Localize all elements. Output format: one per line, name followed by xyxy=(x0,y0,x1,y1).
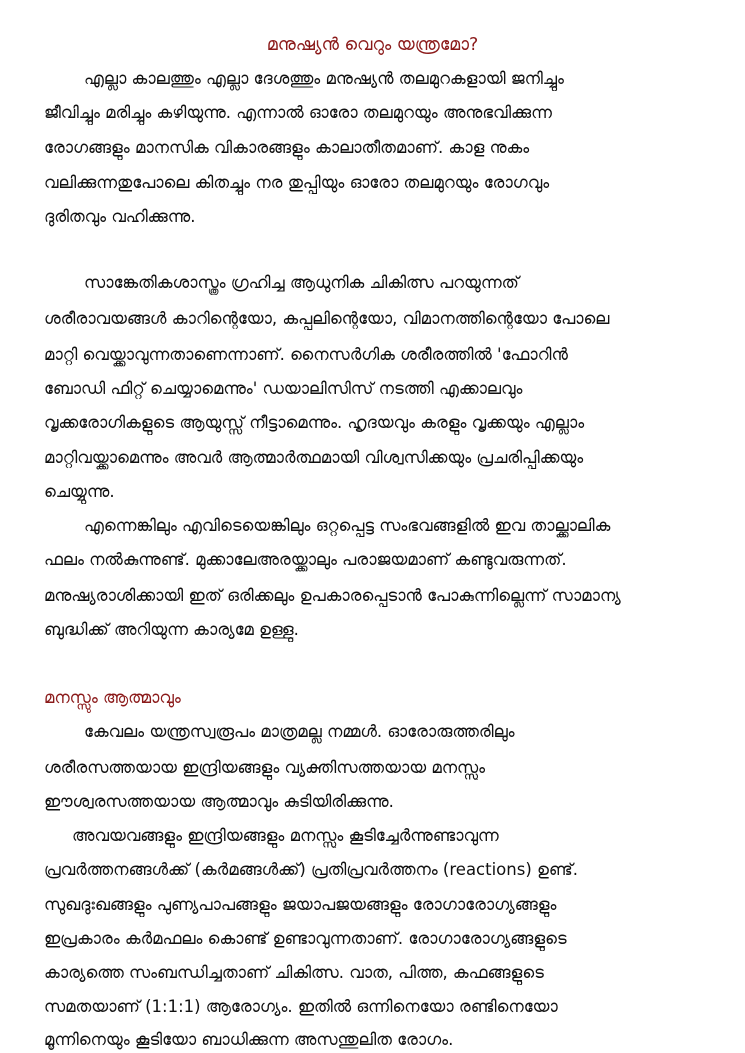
paragraph-2-line-5: വൃക്കരോഗികളുടെ ആയുസ്സ് നീട്ടാമെന്നും. ഹൃദയവും കരളും വൃക്കയും എല്ലാം xyxy=(44,413,585,432)
paragraph-3-line-4: ബുദ്ധിക്ക് അറിയുന്ന കാര്യമേ ഉള്ളു. xyxy=(44,620,299,639)
paragraph-1-line-5: ദുരിതവും വഹിക്കുന്നു. xyxy=(44,207,196,226)
paragraph-3-line-2: ഫലം നൽകുന്നുണ്ട്. മുക്കാലേഅരയ്ക്കാലും പരാജയമാണ് കണ്ടുവരുന്നത്. xyxy=(44,550,567,569)
paragraph-5-line-4: ഇപ്രകാരം കർമഫലം കൊണ്ട് ഉണ്ടാവുന്നതാണ്. രോഗാരോഗ്യങ്ങളുടെ xyxy=(44,929,567,948)
section-heading: മനസ്സും ആത്മാവും xyxy=(44,688,181,707)
paragraph-4-line-3: ഈശ്വരസത്തയായ ആത്മാവും കുടിയിരിക്കുന്നു. xyxy=(44,792,394,811)
paragraph-5-line-7: മൂന്നിനെയും കൂടിയോ ബാധിക്കുന്ന അസന്തുലിത രോഗം. xyxy=(44,1030,454,1049)
paragraph-5-line-5: കാര്യത്തെ സംബന്ധിച്ചതാണ് ചികിത്സ. വാത, പിത്ത, കഫങ്ങളുടെ xyxy=(44,963,544,982)
paragraph-3-line-1: എന്നെങ്കിലും എവിടെയെങ്കിലും ഒറ്റപ്പെട്ട സംഭവങ്ങളിൽ ഇവ താല്ക്കാലിക xyxy=(84,516,611,535)
paragraph-5-line-3: സുഖദുഃഖങ്ങളും പുണ്യപാപങ്ങളും ജയാപജയങ്ങളും രോഗാരോഗ്യങ്ങളും xyxy=(44,895,557,914)
paragraph-3-line-3: മനുഷ്യരാശിക്കായി ഇത് ഒരിക്കലും ഉപകാരപ്പെടാൻ പോകുന്നില്ലെന്ന് സാമാന്യ xyxy=(44,586,621,605)
paragraph-4-line-2: ശരീരസത്തയായ ഇന്ദ്രിയങ്ങളും വ്യക്തിസത്തയായ മനസ്സും xyxy=(44,758,486,777)
paragraph-4-line-1: കേവലം യന്ത്രസ്വരൂപം മാത്രമല്ല നമ്മൾ. ഓരോരുത്തരിലും xyxy=(84,722,515,741)
paragraph-5-line-1: അവയവങ്ങളും ഇന്ദ്രിയങ്ങളും മനസ്സും കൂടിച്ചേർന്നുണ്ടാവുന്ന xyxy=(72,826,499,845)
paragraph-1-line-2: ജീവിച്ചും മരിച്ചും കഴിയുന്നു. എന്നാൽ ഓരോ തലമുറയും അനുഭവിക്കുന്ന xyxy=(44,103,552,122)
paragraph-2-line-7: ചെയ്യുന്നു. xyxy=(44,482,115,501)
paragraph-2-line-4: ബോഡി ഫിറ്റ് ചെയ്യാമെന്നും' ഡയാലിസിസ് നടത്തി എക്കാലവും xyxy=(44,379,523,398)
paragraph-2-line-2: ശരീരാവയങ്ങൾ കാറിന്റെയോ, കപ്പലിന്റെയോ, വിമാനത്തിന്റെയോ പോലെ xyxy=(44,309,610,328)
page-title: മനുഷ്യൻ വെറും യന്ത്രമോ? xyxy=(266,35,479,55)
paragraph-1-line-4: വലിക്കുന്നതുപോലെ കിതച്ചും നര തുപ്പിയും ഓരോ തലമുറയും രോഗവും xyxy=(44,173,550,192)
paragraph-2-line-3: മാറ്റി വെയ്ക്കാവുന്നതാണെന്നാണ്. നൈസർഗിക ശരീരത്തിൽ 'ഫോറിൻ xyxy=(44,345,568,364)
paragraph-5-line-2: പ്രവർത്തനങ്ങൾക്ക് (കർമങ്ങൾക്ക്) പ്രതിപ്രവർത്തനം (reactions) ഉണ്ട്. xyxy=(44,860,578,879)
paragraph-2-line-1: സാങ്കേതികശാസ്ത്രം ഗ്രഹിച്ച ആധുനിക ചികിത്സ പറയുന്നത് xyxy=(84,273,519,292)
paragraph-2-line-6: മാറ്റിവയ്ക്കാമെന്നും അവർ ആത്മാർത്ഥമായി വിശ്വസിക്കയും പ്രചരിപ്പിക്കയും xyxy=(44,448,584,467)
paragraph-1-line-3: രോഗങ്ങളും മാനസിക വികാരങ്ങളും കാലാതീതമാണ്. കാള നുകം xyxy=(44,138,530,157)
paragraph-1-line-1: എല്ലാ കാലത്തും എല്ലാ ദേശത്തും മനുഷ്യൻ തലമുറകളായി ജനിച്ചും xyxy=(84,69,564,88)
paragraph-5-line-6: സമതയാണ് (1:1:1) ആരോഗ്യം. ഇതിൽ ഒന്നിനെയോ രണ്ടിനെയോ xyxy=(44,997,558,1016)
